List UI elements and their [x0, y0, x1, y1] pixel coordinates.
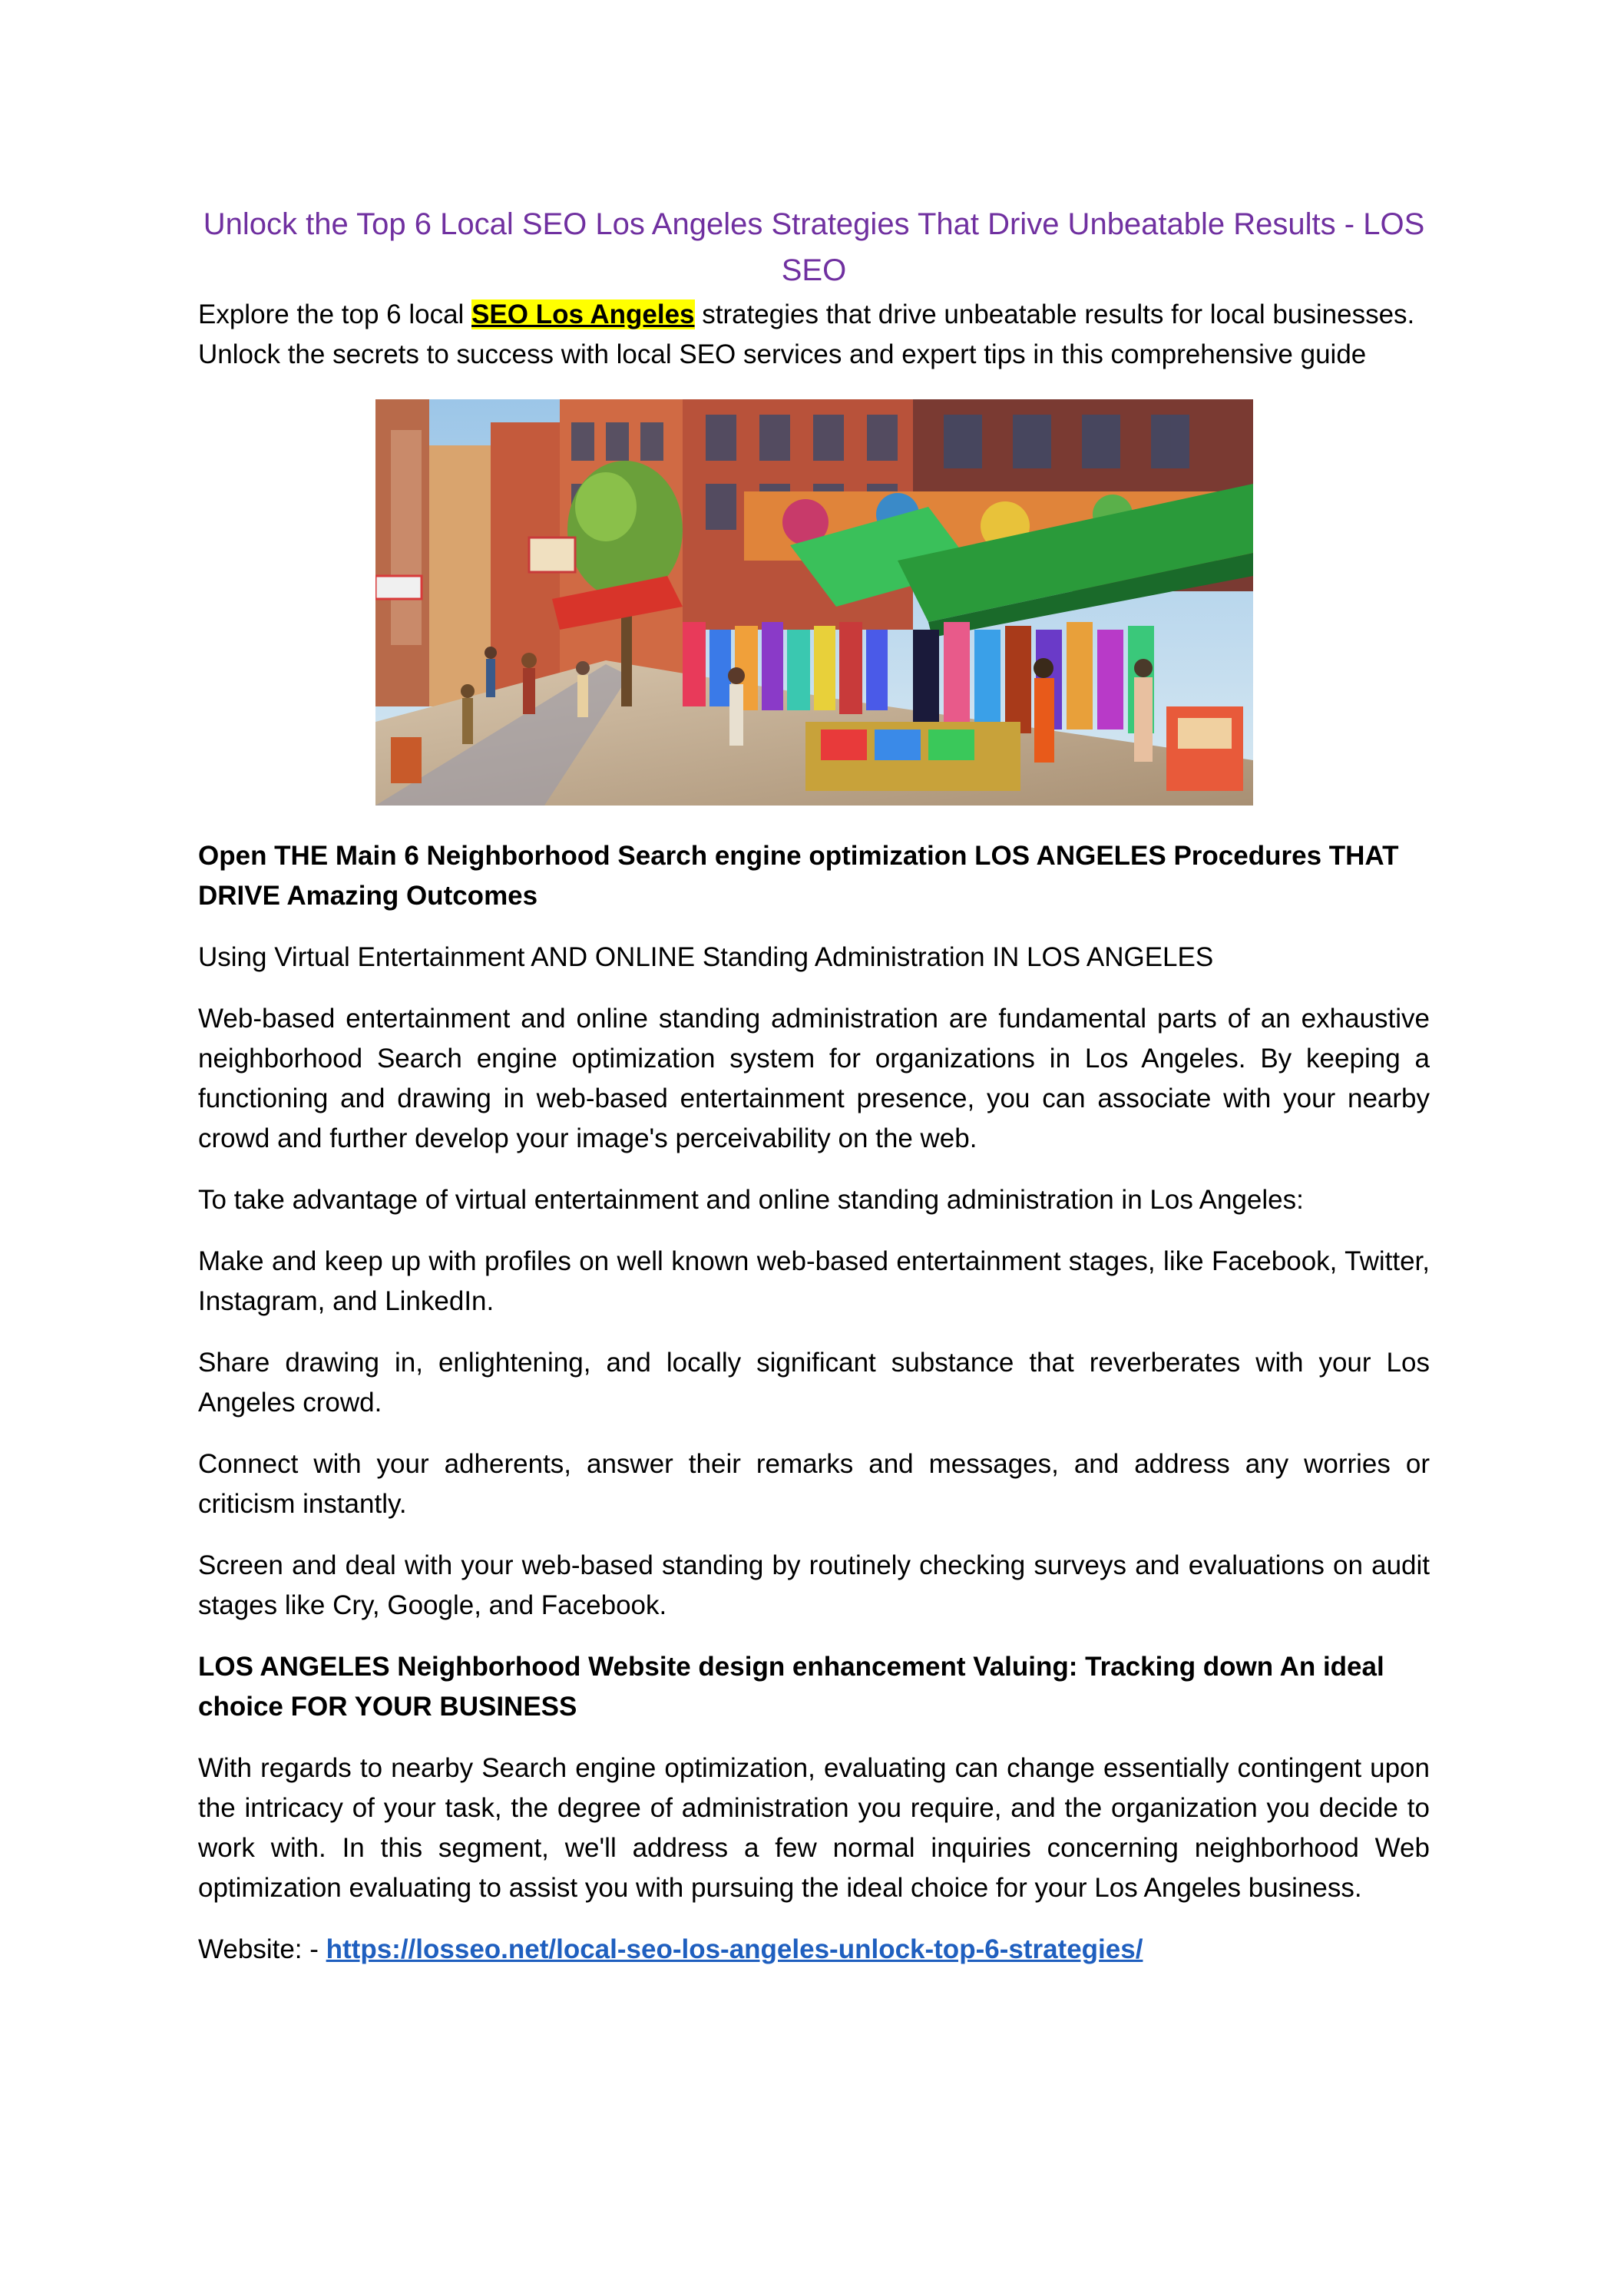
- website-label: Website: -: [198, 1934, 326, 1964]
- paragraph-profiles: Make and keep up with profiles on well known web-based entertainment stages, like Facebook, Twitter, Instagram, and LinkedIn.: [198, 1246, 1430, 1316]
- paragraph-connect: Connect with your adherents, answer their remarks and messages, and address any worries or criticism instantly.: [198, 1449, 1430, 1519]
- paragraph-take-advantage: To take advantage of virtual entertainment and online standing administration in Los Angeles:: [198, 1185, 1304, 1215]
- document-page: [198, 201, 1430, 1991]
- intro-text-after: strategies that drive unbeatable results for local businesses. Unlock the secrets to success with local SEO services and expert tips in this comprehensive guide: [198, 299, 1415, 369]
- website-line: [198, 1930, 1430, 1970]
- paragraph-share-content: Share drawing in, enlightening, and locally significant substance that reverberates with your Los Angeles crowd.: [198, 1348, 1430, 1418]
- intro-text-before: Explore the top 6 local: [198, 299, 472, 329]
- street-market-illustration: [375, 399, 1253, 806]
- section-heading-pricing: LOS ANGELES Neighborhood Website design enhancement Valuing: Tracking down An ideal choice FOR YOUR BUSINESS: [198, 1652, 1384, 1722]
- page-title: Unlock the Top 6 Local SEO Los Angeles Strategies That Drive Unbeatable Results - LOS SEO: [203, 207, 1425, 287]
- intro-paragraph: [198, 295, 1430, 375]
- website-url-link[interactable]: https://losseo.net/local-seo-los-angeles-unlock-top-6-strategies/: [326, 1934, 1143, 1964]
- seo-los-angeles-link[interactable]: SEO Los Angeles: [471, 299, 695, 329]
- paragraph-pricing: With regards to nearby Search engine optimization, evaluating can change essentially contingent upon the intricacy of your task, the degree of administration you require, and the organization you decide to work with. In this segment, we'll address a few normal inquiries concerning neighborhood Web optimization evaluating to assist you with pursuing the ideal choice for your Los Angeles business.: [198, 1753, 1430, 1903]
- paragraph-screen-reputation: Screen and deal with your web-based standing by routinely checking surveys and evaluations on audit stages like Cry, Google, and Facebook.: [198, 1550, 1430, 1620]
- paragraph-social-intro: Web-based entertainment and online standing administration are fundamental parts of an exhaustive neighborhood Search engine optimization system for organizations in Los Angeles. By keeping a functioning and drawing in web-based entertainment presence, you can associate with your nearby crowd and further develop your image's perceivability on the web.: [198, 1004, 1430, 1153]
- section-heading-main-6: Open THE Main 6 Neighborhood Search engine optimization LOS ANGELES Procedures THAT DRIVE Amazing Outcomes: [198, 841, 1399, 911]
- subheading-social-media: Using Virtual Entertainment AND ONLINE Standing Administration IN LOS ANGELES: [198, 942, 1214, 972]
